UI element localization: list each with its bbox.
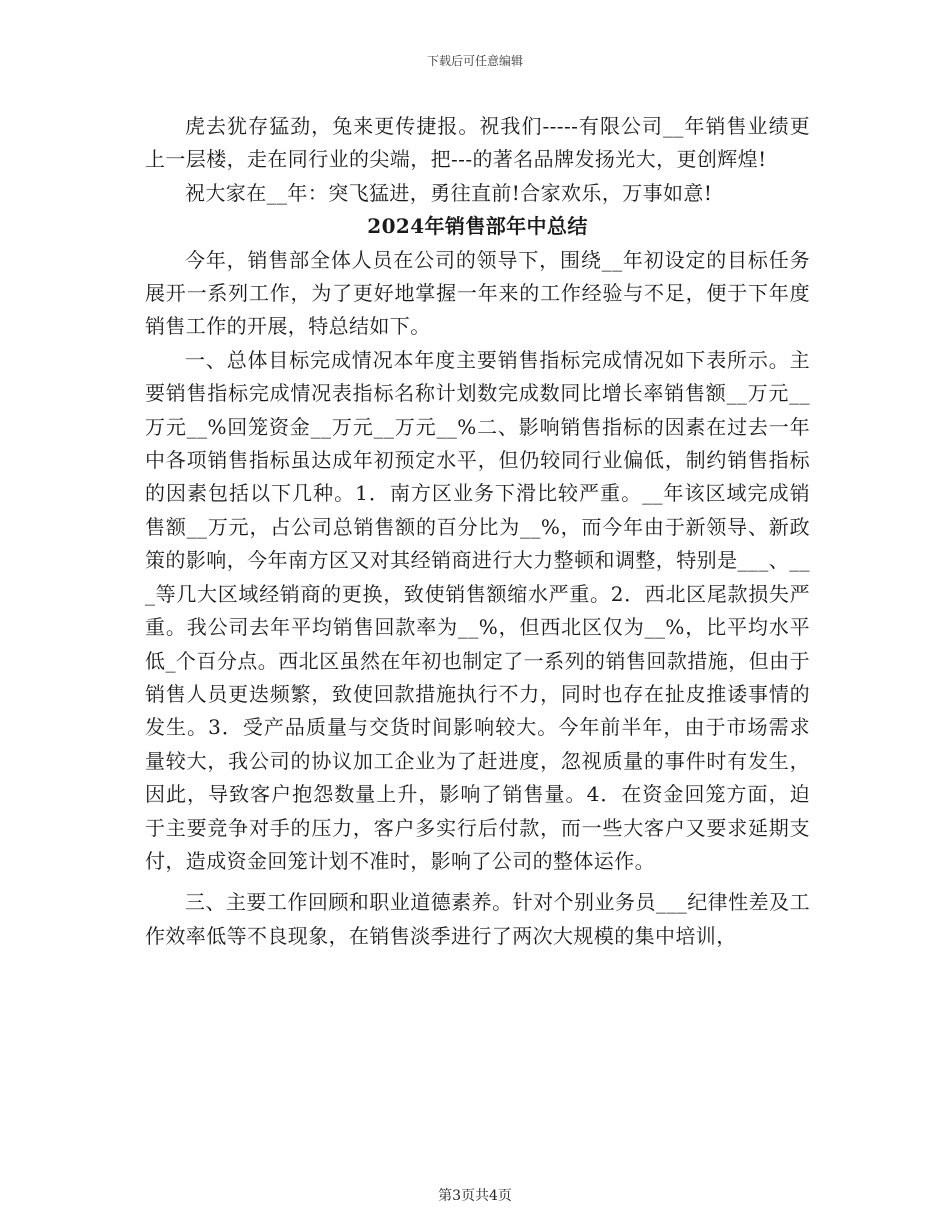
- paragraph-targets: 一、总体目标完成情况本年度主要销售指标完成情况如下表所示。主要销售指标完成情况表指标名称计划数完成数同比增长率销售额__万元__万元__%回笼资金__万元__万元__%二、影响销售指标的因素在过去一年中各项销售指标虽达成年初预定水平，但仍较同行业偏低，制约销售指标的因素包括以下几种。1．南方区业务下滑比较严重。__年该区域完成销售额__万元，占公司总销售额的百分比为__%，而今年由于新领导、新政策的影响，今年南方区又对其经销商进行大力整顿和调整，特别是___、___等几大区域经销商的更换，致使销售额缩水严重。2．西北区尾款损失严重。我公司去年平均销售回款率为__%，但西北区仅为__%，比平均水平低_个百分点。西北区虽然在年初也制定了一系列的销售回款措施，但由于销售人员更迭频繁，致使回款措施执行不力，同时也存在扯皮推诿事情的发生。3．受产品质量与交货时间影响较大。今年前半年，由于市场需求量较大，我公司的协议加工企业为了赶进度，忽视质量的事件时有发生，因此，导致客户抱怨数量上升，影响了销售量。4．在资金回笼方面，迫于主要竞争对手的压力，客户多实行后付款，而一些大客户又要求延期支付，造成资金回笼计划不准时，影响了公司的整体运作。: [145, 347, 810, 873]
- page-header: 下载后可任意编辑: [426, 54, 523, 68]
- document-body: [145, 110, 810, 953]
- paragraph-greeting: 虎去犹存猛劲，兔来更传捷报。祝我们-----有限公司__年销售业绩更上一层楼，走在同行业的尖端，把---的著名品牌发扬光大，更创辉煌!: [145, 114, 810, 172]
- document-title: 2024年销售部年中总结: [367, 214, 588, 239]
- page-footer: 第3页共4页: [438, 1188, 512, 1204]
- paragraph-work-review: 三、主要工作回顾和职业道德素养。针对个别业务员___纪律性差及工作效率低等不良现象，在销售淡季进行了两次大规模的集中培训，: [145, 890, 810, 948]
- paragraph-intro: 今年，销售部全体人员在公司的领导下，围绕__年初设定的目标任务展开一系列工作，为了更好地掌握一年来的工作经验与不足，便于下年度销售工作的开展，特总结如下。: [145, 247, 810, 339]
- paragraph-wishes: 祝大家在__年：突飞猛进，勇往直前!合家欢乐，万事如意!: [185, 180, 713, 205]
